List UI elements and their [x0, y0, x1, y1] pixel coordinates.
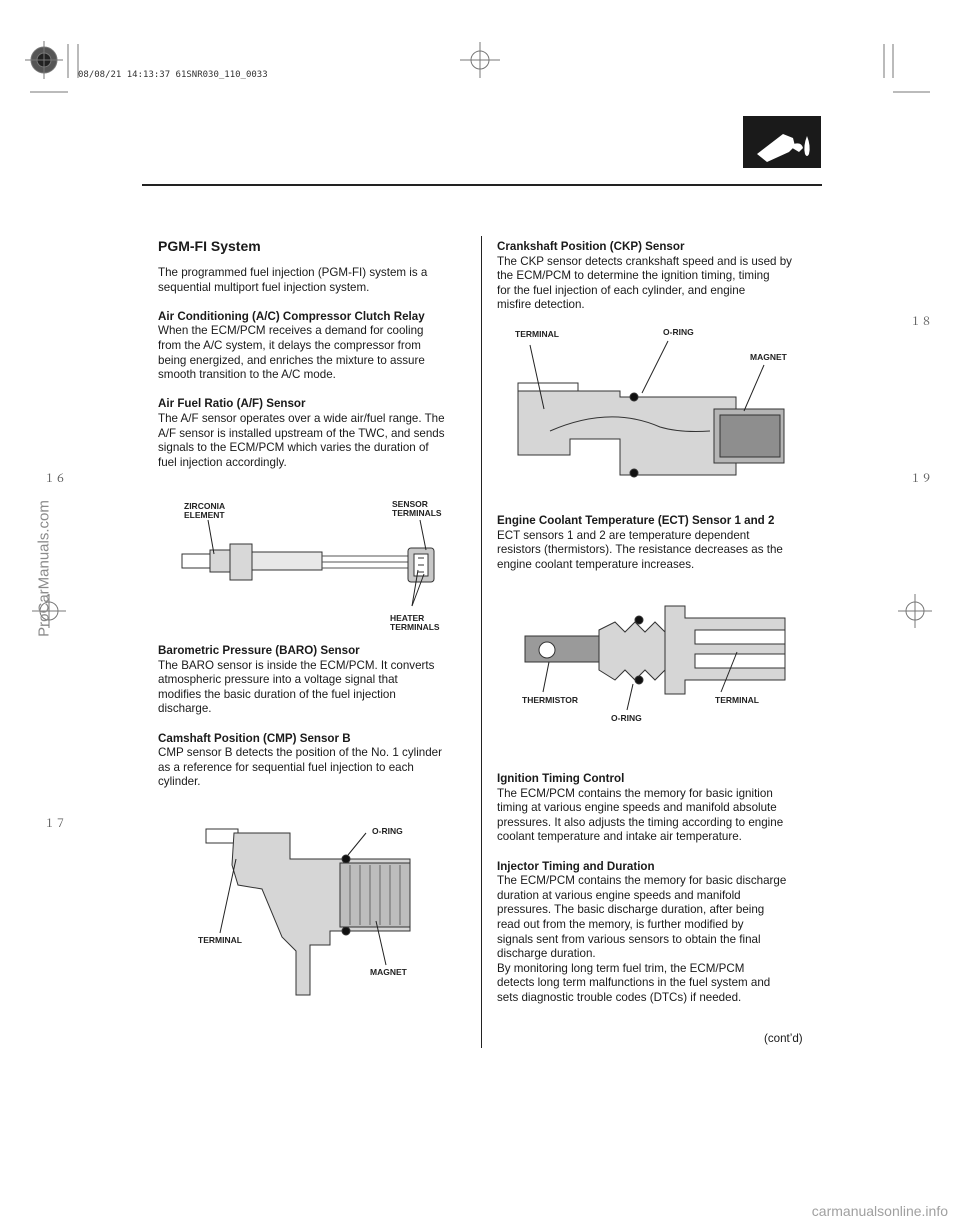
label-cmp-magnet: MAGNET	[370, 967, 407, 977]
footer-watermark: carmanualsonline.info	[811, 1203, 948, 1219]
text-line: cylinder.	[158, 775, 201, 789]
text-line: read out from the memory, is further modified by	[497, 917, 744, 931]
heading-injector: Injector Timing and Duration	[497, 859, 655, 873]
text-line: A/F sensor is installed upstream of the TWC, and sends	[158, 426, 445, 440]
text-line: being energized, and enriches the mixture to assure	[158, 353, 425, 367]
right-column-text	[497, 240, 817, 313]
text-line: smooth transition to the A/C mode.	[158, 368, 336, 382]
text-line: as a reference for sequential fuel injection to each	[158, 760, 414, 774]
label-line: ELEMENT	[184, 510, 225, 520]
heading-ckp: Crankshaft Position (CKP) Sensor	[497, 240, 685, 253]
text-line: CMP sensor B detects the position of the No. 1 cylinder	[158, 746, 442, 760]
fuel-nozzle-icon	[743, 116, 821, 168]
intro-line: The programmed fuel injection (PGM-FI) system is a	[158, 266, 428, 279]
text-line: atmospheric pressure into a voltage signal that	[158, 673, 398, 687]
print-stamp: 08/08/21 14:13:37 61SNR030_110_0033	[78, 70, 268, 80]
text-line: pressures. It also adjusts the timing according to engine	[497, 815, 784, 829]
left-column-text	[158, 266, 468, 470]
label-line: ZIRCONIA	[184, 501, 226, 511]
label-ckp-terminal: TERMINAL	[515, 329, 559, 339]
heading-cmp: Camshaft Position (CMP) Sensor B	[158, 731, 351, 745]
side-watermark: ProCarManuals.com	[35, 500, 53, 637]
text-line: sets diagnostic trouble codes (DTCs) if needed.	[497, 990, 742, 1004]
text-line: signals sent from various sensors to obtain the final	[497, 932, 761, 946]
label-line: TERMINALS	[390, 622, 440, 632]
label-ckp-oring: O-RING	[663, 327, 694, 337]
margin-mark: １７	[44, 817, 66, 830]
text-line: discharge.	[158, 702, 212, 716]
text-line: signals to the ECM/PCM which varies the duration of	[158, 441, 429, 455]
heading-ac: Air Conditioning (A/C) Compressor Clutch Relay	[158, 309, 425, 323]
section-title: PGM-FI System	[158, 238, 261, 254]
left-column-text-lower	[158, 644, 468, 790]
text-line: for the fuel injection of each cylinder, and engine	[497, 283, 746, 297]
cmp-sensor-diagram	[200, 825, 460, 1005]
label-line: HEATER	[390, 613, 425, 623]
header-rule	[142, 184, 822, 186]
margin-mark: １９	[910, 472, 932, 485]
margin-mark: １８	[910, 315, 932, 328]
text-line: By monitoring long term fuel trim, the ECM/PCM	[497, 961, 745, 975]
label-line: SENSOR	[392, 499, 428, 509]
margin-mark: １６	[44, 472, 66, 485]
label-line: TERMINALS	[392, 508, 442, 518]
label-cmp-oring: O-RING	[372, 826, 403, 836]
ect-sensor-diagram	[515, 600, 795, 730]
text-line: ECT sensors 1 and 2 are temperature dependent	[497, 528, 750, 542]
label-cmp-terminal: TERMINAL	[198, 935, 242, 945]
label-heater-terminals	[390, 614, 440, 632]
af-sensor-diagram	[180, 510, 470, 630]
heading-ect: Engine Coolant Temperature (ECT) Sensor 1 and 2	[497, 514, 775, 527]
label-sensor-terminals	[392, 500, 442, 518]
text-line: pressures. The basic discharge duration, after being	[497, 903, 765, 917]
text-line: misfire detection.	[497, 298, 585, 312]
continued-note: (cont’d)	[764, 1032, 803, 1045]
text-line: The CKP sensor detects crankshaft speed and is used by	[497, 254, 792, 268]
label-zirconia-element	[184, 502, 225, 520]
text-line: engine coolant temperature increases.	[497, 557, 695, 571]
text-line: resistors (thermistors). The resistance decreases as the	[497, 543, 783, 557]
text-line: When the ECM/PCM receives a demand for cooling	[158, 324, 424, 338]
text-line: discharge duration.	[497, 947, 596, 961]
text-line: modifies the basic duration of the fuel injection	[158, 687, 396, 701]
text-line: timing at various engine speeds and manifold absolute	[497, 801, 777, 815]
label-ckp-magnet: MAGNET	[750, 352, 787, 362]
text-line: The ECM/PCM contains the memory for basic ignition	[497, 786, 773, 800]
text-line: The ECM/PCM contains the memory for basic discharge	[497, 874, 787, 888]
heading-af: Air Fuel Ratio (A/F) Sensor	[158, 397, 306, 411]
text-line: duration at various engine speeds and manifold	[497, 888, 741, 902]
text-line: The BARO sensor is inside the ECM/PCM. It converts	[158, 658, 435, 672]
right-column-text-ect	[497, 514, 817, 572]
label-ect-terminal: TERMINAL	[715, 695, 759, 705]
right-column-text-lower	[497, 772, 817, 1006]
text-line: detects long term malfunctions in the fuel system and	[497, 976, 771, 990]
text-line: fuel injection accordingly.	[158, 455, 287, 469]
text-line: The A/F sensor operates over a wide air/fuel range. The	[158, 411, 445, 425]
column-divider	[481, 236, 482, 1048]
intro-line: sequential multiport fuel injection system.	[158, 280, 370, 294]
text-line: coolant temperature and intake air temperature.	[497, 830, 742, 844]
text-line: from the A/C system, it delays the compressor from	[158, 338, 421, 352]
heading-ignition: Ignition Timing Control	[497, 772, 625, 785]
heading-baro: Barometric Pressure (BARO) Sensor	[158, 644, 360, 657]
label-ect-oring: O-RING	[611, 713, 642, 723]
label-ect-thermistor: THERMISTOR	[522, 695, 579, 705]
text-line: the ECM/PCM to determine the ignition timing, timing	[497, 269, 770, 283]
